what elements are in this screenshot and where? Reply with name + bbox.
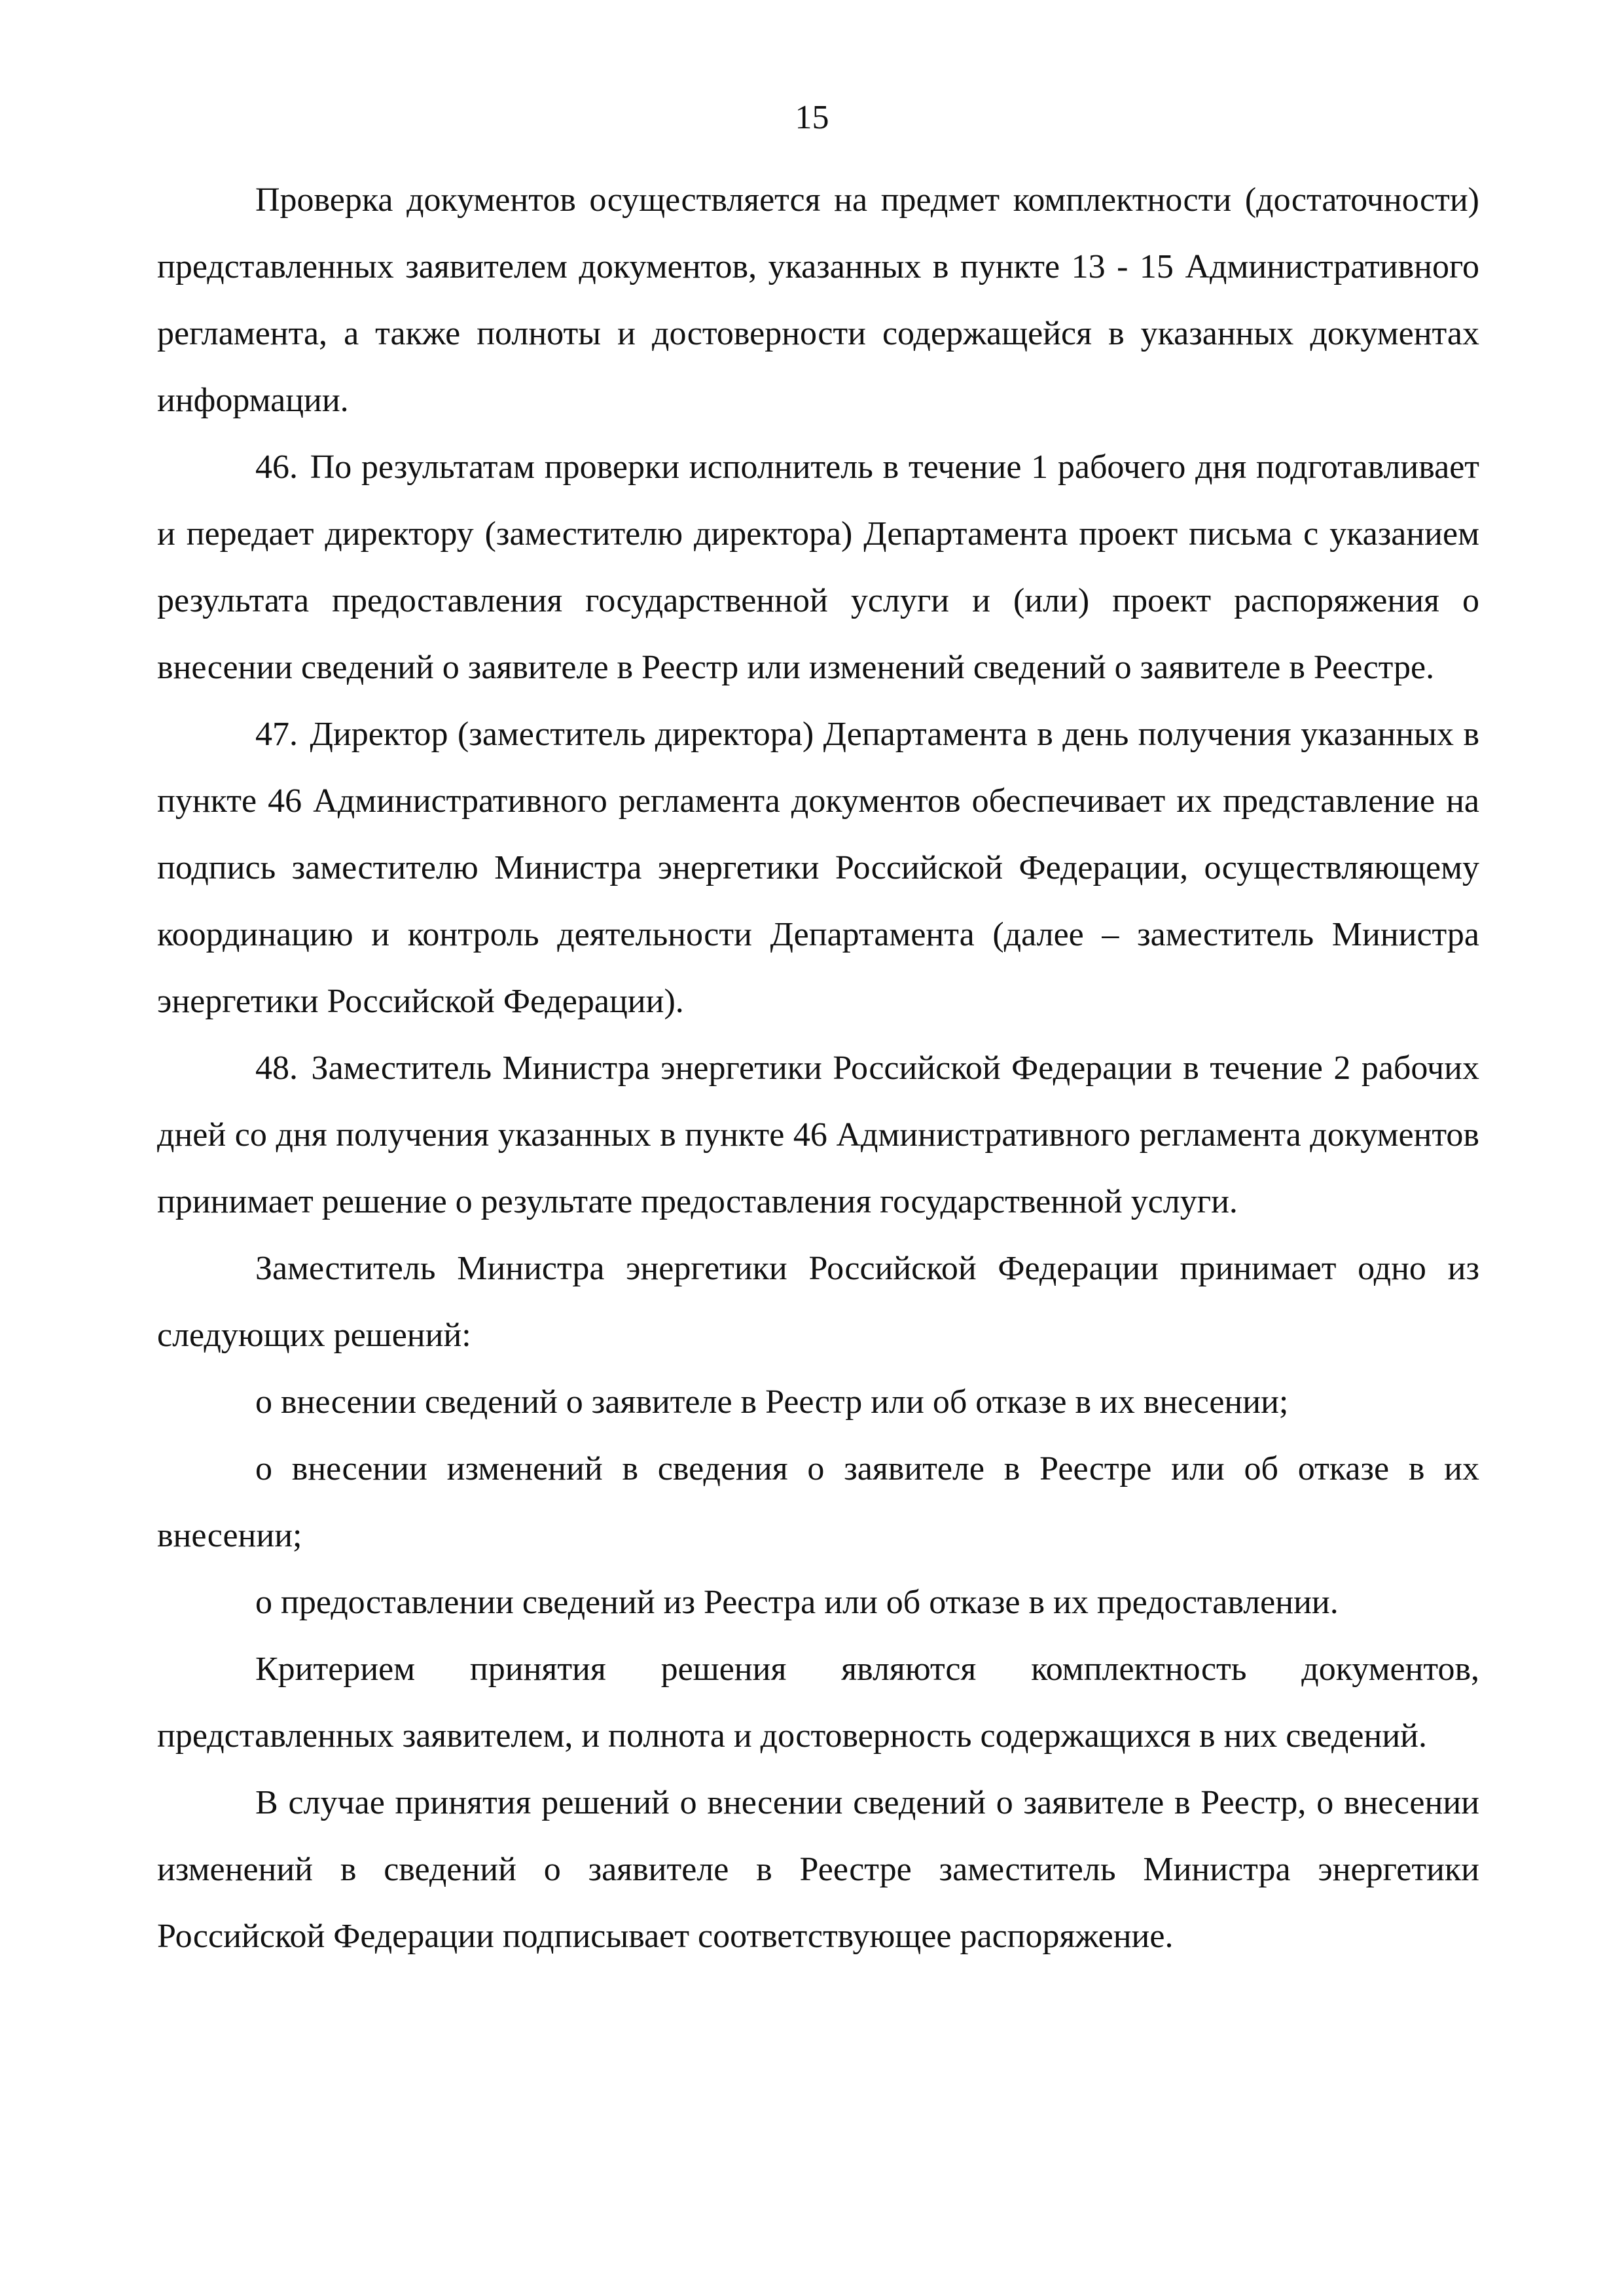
page-number: 15 — [795, 99, 829, 136]
paragraph-48 — [157, 1035, 1479, 1235]
paragraph-number: 48. — [255, 1049, 298, 1087]
paragraph-text: В случае принятия решений о внесении сведений о заявителе в Реестр, о внесении изменений в сведений о заявителе в Реестре заместитель Министра энергетики Российской Федерации подписывает соответствующее распоряжение. — [157, 1784, 1479, 1955]
paragraph-criteria — [157, 1636, 1479, 1770]
paragraph-text: о внесении сведений о заявителе в Реестр или об отказе в их внесении; — [255, 1383, 1289, 1421]
document-body — [157, 167, 1479, 1970]
paragraph-47 — [157, 701, 1479, 1035]
paragraph-decision-add — [157, 1369, 1479, 1436]
paragraph-text: о внесении изменений в сведения о заявителе в Реестре или об отказе в их внесении; — [157, 1450, 1479, 1554]
paragraph-decisions-intro — [157, 1235, 1479, 1369]
paragraph-number: 46. — [255, 448, 298, 486]
paragraph-text: Директор (заместитель директора) Департамента в день получения указанных в пункте 46 Административного регламента документов обеспечивает их представление на подпись заместителю Министра энергетики Российской Федерации, осуществляющему координацию и контроль деятельности Департамента (далее – заместитель Министра энергетики Российской Федерации). — [157, 716, 1479, 1020]
paragraph-text: Заместитель Министра энергетики Российской Федерации в течение 2 рабочих дней со дня получения указанных в пункте 46 Административного регламента документов принимает решение о результате предоставления государственной услуги. — [157, 1049, 1479, 1220]
paragraph-text: Заместитель Министра энергетики Российской Федерации принимает одно из следующих решений: — [157, 1250, 1479, 1354]
paragraph-number: 47. — [255, 716, 298, 753]
paragraph-text: Критерием принятия решения являются комплектность документов, представленных заявителем, и полнота и достоверность содержащихся в них сведений. — [157, 1650, 1479, 1755]
paragraph-document-check — [157, 167, 1479, 434]
paragraph-decision-change — [157, 1436, 1479, 1569]
paragraph-text: По результатам проверки исполнитель в течение 1 рабочего дня подготавливает и передает директору (заместителю директора) Департамента проект письма с указанием результата предоставления государственной услуги и (или) проект распоряжения о внесении сведений о заявителе в Реестр или изменений сведений о заявителе в Реестре. — [157, 448, 1480, 686]
paragraph-text: о предоставлении сведений из Реестра или об отказе в их предоставлении. — [255, 1584, 1339, 1621]
paragraph-signing — [157, 1770, 1479, 1970]
paragraph-46 — [157, 434, 1479, 701]
paragraph-decision-provide — [157, 1569, 1479, 1636]
paragraph-text: Проверка документов осуществляется на предмет комплектности (достаточности) представленных заявителем документов, указанных в пункте 13 - 15 Административного регламента, а также полноты и достоверности содержащейся в указанных документах информации. — [157, 181, 1479, 419]
